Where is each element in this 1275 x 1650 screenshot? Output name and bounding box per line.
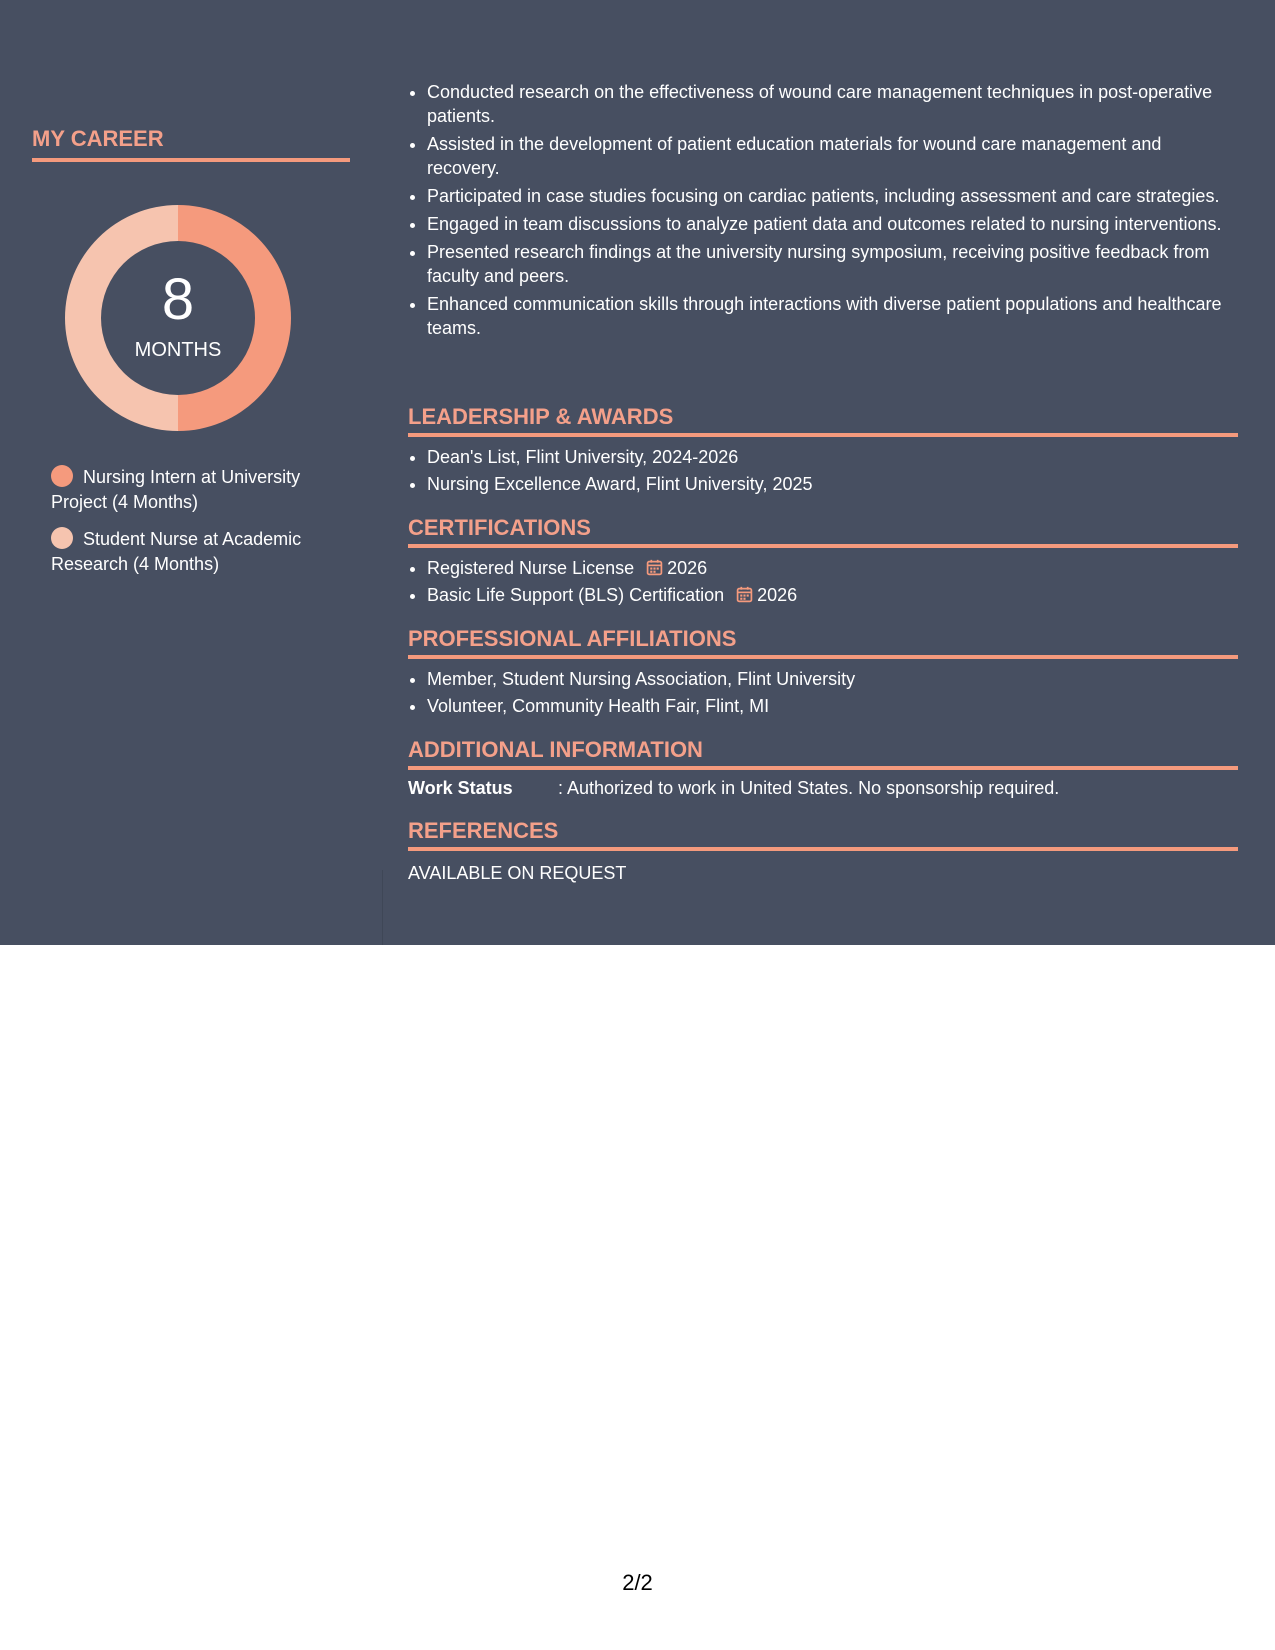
leadership-list bbox=[408, 445, 1238, 496]
legend-item bbox=[51, 527, 341, 577]
career-donut-chart bbox=[65, 205, 291, 431]
affiliations-section bbox=[408, 626, 1238, 721]
legend-dot-icon bbox=[51, 527, 73, 549]
affiliation-item: • Member, Student Nursing Association, Flint University bbox=[427, 667, 1238, 691]
leadership-section bbox=[408, 404, 1238, 499]
page-number: 2/2 bbox=[622, 1570, 653, 1595]
references-title: REFERENCES bbox=[408, 818, 1238, 851]
certification-name: Basic Life Support (BLS) Certification bbox=[427, 585, 725, 605]
experience-bullet: • Enhanced communication skills through interactions with diverse patient populations and healthcare teams. bbox=[427, 292, 1237, 340]
experience-bullet: • Assisted in the development of patient education materials for wound care management and recovery. bbox=[427, 132, 1237, 180]
certifications-section bbox=[408, 515, 1238, 610]
calendar-icon bbox=[646, 559, 663, 576]
column-divider bbox=[382, 870, 383, 945]
affiliations-title: PROFESSIONAL AFFILIATIONS bbox=[408, 626, 1238, 659]
legend-dot-icon bbox=[51, 465, 73, 487]
experience-bullet: • Engaged in team discussions to analyze patient data and outcomes related to nursing interventions. bbox=[427, 212, 1237, 236]
certifications-title: CERTIFICATIONS bbox=[408, 515, 1238, 548]
certification-year: 2026 bbox=[757, 585, 798, 605]
certification-item bbox=[427, 556, 1238, 580]
additional-info-title: ADDITIONAL INFORMATION bbox=[408, 737, 1238, 770]
experience-bullet: • Participated in case studies focusing on cardiac patients, including assessment and care strategies. bbox=[427, 184, 1237, 208]
legend-label: Nursing Intern at University Project (4 Months) bbox=[51, 467, 301, 512]
career-legend bbox=[51, 465, 341, 589]
experience-bullet: • Presented research findings at the university nursing symposium, receiving positive feedback from faculty and peers. bbox=[427, 240, 1237, 288]
experience-bullet-list bbox=[408, 80, 1237, 344]
work-status-row bbox=[408, 778, 1238, 799]
calendar-icon bbox=[736, 586, 753, 603]
leadership-title: LEADERSHIP & AWARDS bbox=[408, 404, 1238, 437]
affiliation-item: • Volunteer, Community Health Fair, Flint, MI bbox=[427, 694, 1238, 718]
work-status-value: : Authorized to work in United States. No sponsorship required. bbox=[558, 778, 1060, 798]
references-section bbox=[408, 818, 1238, 884]
certification-year: 2026 bbox=[667, 558, 708, 578]
certifications-list bbox=[408, 556, 1238, 607]
work-status-label: Work Status bbox=[408, 778, 513, 798]
donut-total-value: 8 bbox=[161, 267, 195, 332]
certification-item bbox=[427, 583, 1238, 607]
references-text: AVAILABLE ON REQUEST bbox=[408, 863, 627, 883]
certification-name: Registered Nurse License bbox=[427, 558, 635, 578]
legend-item bbox=[51, 465, 341, 515]
donut-total-unit: MONTHS bbox=[134, 339, 222, 361]
legend-label: Student Nurse at Academic Research (4 Months) bbox=[51, 529, 302, 574]
leadership-item: • Dean's List, Flint University, 2024-2026 bbox=[427, 445, 1238, 469]
additional-info-section bbox=[408, 737, 1238, 799]
leadership-item: • Nursing Excellence Award, Flint University, 2025 bbox=[427, 472, 1238, 496]
experience-bullet: • Conducted research on the effectiveness of wound care management techniques in post-operative patients. bbox=[427, 80, 1237, 128]
career-section-title: MY CAREER bbox=[32, 126, 350, 162]
affiliations-list bbox=[408, 667, 1238, 718]
